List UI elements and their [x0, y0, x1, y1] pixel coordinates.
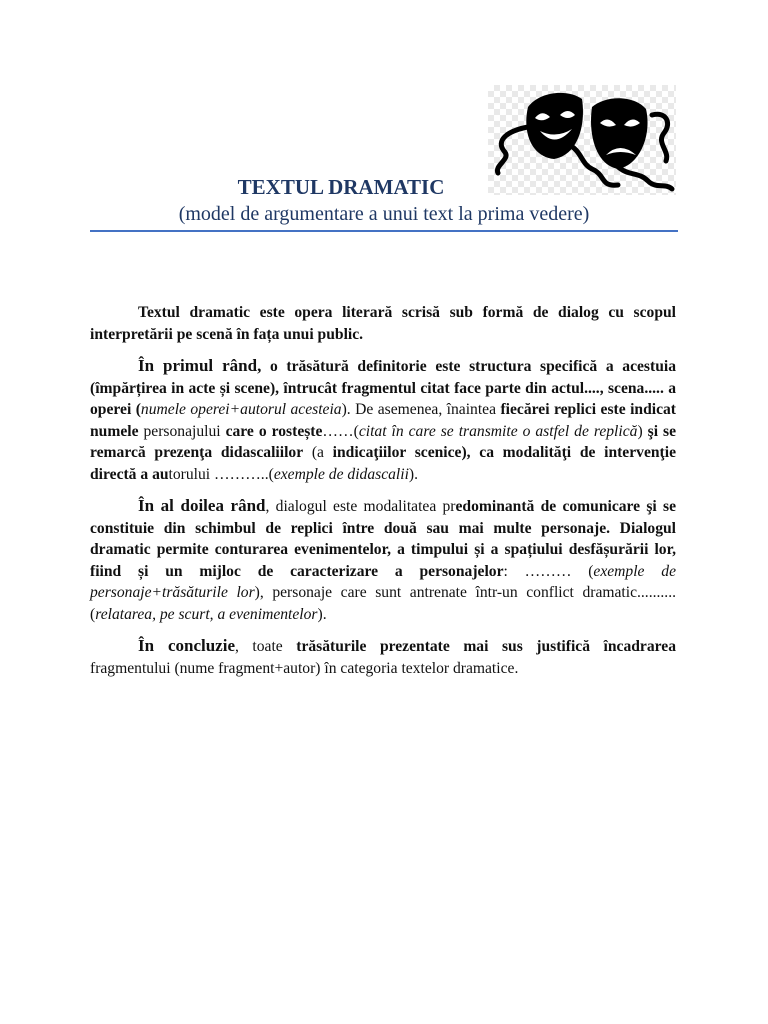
text-segment: exemple de personaje+trăsăturile lor	[90, 562, 676, 601]
text-segment: trăsăturile prezentate mai sus justifică încadrarea	[296, 638, 677, 655]
text-segment: relatarea, pe scurt, a evenimentelor	[95, 605, 318, 623]
text-segment: fragmentului (nume fragment+autor) în categoria textelor dramatice.	[90, 659, 519, 677]
paragraph-second-argument	[90, 495, 676, 625]
text-segment: exemple de didascalii	[273, 465, 409, 483]
text-segment: ……(	[322, 422, 359, 440]
conclusion-lead: În concluzie	[138, 636, 235, 655]
text-segment: (a	[303, 444, 333, 461]
document-body	[90, 302, 676, 689]
text-segment: o trăsătură definitorie este structura specifică a acestuia (împărțirea in acte și scene), întrucât fragmentul citat face parte din actul...., scena..... a operei (	[90, 358, 676, 418]
title-divider	[90, 230, 678, 232]
definition-text: Textul dramatic este opera literară scrisă sub formă de dialog cu scopul interpretării pe scenă în fața unui public.	[90, 304, 676, 343]
text-segment: , dialogul este modalitatea pr	[265, 498, 456, 515]
text-segment: : ……… (	[503, 562, 594, 580]
text-segment: citat în care se transmite o astfel de replică	[358, 422, 638, 440]
text-segment: fiecărei replici este indicat numele	[90, 401, 676, 440]
text-segment: personajului	[138, 422, 226, 440]
text-segment: , toate	[235, 638, 297, 655]
text-segment: edominantă de comunicare şi se constituie din schimbul de replici între două sau mai multe personaje. Dialogul dramatic permite conturarea evenimentelor, a timpului și a spațiului desfășurării lor, fiind și un mijloc de caracterizare a personajelor	[90, 498, 676, 580]
text-segment: torului ………..(	[168, 465, 274, 483]
text-segment: ).	[408, 465, 419, 483]
text-segment: indicaţiilor scenice), ca modalităţi de intervenţie directă a au	[90, 444, 676, 483]
text-segment: ). De asemenea, înaintea	[341, 401, 501, 418]
text-segment: şi se remarcă prezenţa didascaliilor	[90, 422, 676, 461]
paragraph-definition	[90, 302, 676, 345]
page-subtitle: (model de argumentare a unui text la prima vedere)	[178, 203, 590, 225]
text-segment: care o rostește	[225, 422, 323, 440]
second-argument-lead: În al doilea rând	[138, 496, 266, 515]
paragraph-first-argument	[90, 355, 676, 485]
text-segment: ).	[317, 605, 327, 623]
text-segment: ), personaje care sunt antrenate într-un conflict dramatic.......... (	[90, 584, 676, 623]
text-segment: )	[637, 422, 648, 440]
text-segment: numele operei+autorul acesteia	[140, 401, 342, 418]
first-argument-lead: În primul rând,	[138, 356, 262, 375]
paragraph-conclusion	[90, 635, 676, 679]
page-title: TEXTUL DRAMATIC	[237, 175, 445, 199]
